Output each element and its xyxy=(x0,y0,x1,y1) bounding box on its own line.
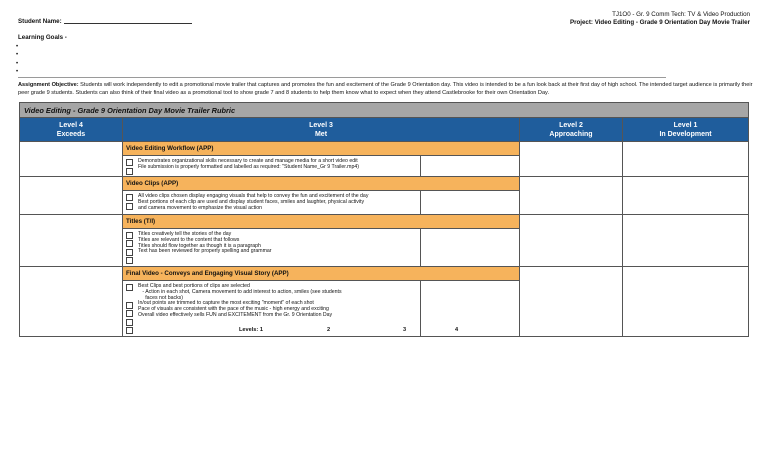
criteria-item: - Action in each shot, Camera movement to add interest to action, smiles (see students xyxy=(138,288,342,295)
checkbox-column xyxy=(123,191,134,214)
level-1-cell[interactable] xyxy=(623,177,749,215)
criteria-checkbox[interactable] xyxy=(126,159,133,166)
project-title: Project: Video Editing - Grade 9 Orientation Day Movie Trailer xyxy=(569,19,750,26)
objective-label: Assignment Objective: xyxy=(18,82,79,88)
criteria-item: Titles creatively tell the stories of the day xyxy=(138,230,232,237)
course-code: TJ1O0 - Gr. 9 Comm Tech: TV & Video Production xyxy=(612,11,750,18)
student-name-field[interactable] xyxy=(18,18,192,25)
goal-bullet xyxy=(16,60,18,68)
criteria-item: Text has been reviewed for properly spelling and grammar xyxy=(138,248,272,255)
level-2-cell[interactable] xyxy=(520,142,623,177)
levels-scale-2: 2 xyxy=(327,327,331,333)
goal-bullet xyxy=(16,43,18,51)
goal-bullet xyxy=(16,68,18,76)
section-heading: Video Editing Workflow (APP) xyxy=(123,142,519,156)
level-3-header: Level 3 Met xyxy=(123,118,520,142)
criteria-item: Best portions of each clip are used and display student faces, smiles and laughter, physical activity xyxy=(138,198,365,205)
criteria-checkbox[interactable] xyxy=(126,284,133,291)
levels-scale-4: 4 xyxy=(455,327,459,333)
criteria-checkbox[interactable] xyxy=(126,310,133,317)
section-heading: Video Clips (APP) xyxy=(123,177,519,191)
criteria-list xyxy=(134,191,421,214)
goal-bullet xyxy=(16,51,18,59)
criteria-list xyxy=(134,281,421,336)
criteria-item: In/out points are trimmed to capture the most exciting "moment" of each shot xyxy=(138,300,314,307)
level-4-header: Level 4 Exceeds xyxy=(20,118,123,142)
rubric-row-titles xyxy=(20,214,749,266)
level-1-cell[interactable] xyxy=(623,266,749,336)
criteria-item: and camera movement to emphasize the visual action xyxy=(138,204,262,211)
criteria-item: faces not backs) xyxy=(138,294,183,301)
level-4-cell[interactable] xyxy=(20,266,123,336)
criteria-item: Overall video effectively sells FUN and EXCITEMENT from the Gr. 9 Orientation Day xyxy=(138,312,333,319)
level-4-cell[interactable] xyxy=(20,177,123,215)
criteria-checkbox[interactable] xyxy=(126,302,133,309)
section-heading: Titles (T/I) xyxy=(123,215,519,229)
criteria-checkbox[interactable] xyxy=(126,240,133,247)
criteria-item: Demonstrates organizational skills necessary to create and manage media for a short video edit xyxy=(138,158,358,164)
criteria-list xyxy=(134,229,421,266)
level-2-cell[interactable] xyxy=(520,266,623,336)
levels-scale-label: Levels: 1 xyxy=(239,327,263,333)
level-4-cell[interactable] xyxy=(20,142,123,177)
criteria-checkbox[interactable] xyxy=(126,257,133,264)
level-1-cell[interactable] xyxy=(623,142,749,177)
levels-scale-3: 3 xyxy=(403,327,407,333)
learning-goals-label: Learning Goals - xyxy=(18,34,67,41)
rubric-title: Video Editing - Grade 9 Orientation Day Movie Trailer Rubric xyxy=(20,103,749,118)
criteria-checkbox[interactable] xyxy=(126,319,133,326)
level-1-cell[interactable] xyxy=(623,214,749,266)
criteria-item: Titles are relevant to the content that follows xyxy=(138,236,240,243)
criteria-checkbox[interactable] xyxy=(126,327,133,334)
assignment-objective xyxy=(18,82,753,97)
checkbox-column xyxy=(123,281,134,336)
student-name-label: Student Name: xyxy=(18,18,62,25)
student-name-blank[interactable] xyxy=(64,23,192,24)
learning-goals-list xyxy=(16,43,18,76)
level-2-header: Level 2 Approaching xyxy=(520,118,623,142)
criteria-checkbox[interactable] xyxy=(126,232,133,239)
criteria-checkbox[interactable] xyxy=(126,249,133,256)
objective-text: Students will work independently to edit a promotional movie trailer that captures and promotes the fun and excitement of the Grade 9 Orientation day. This video is intended to be a fun look back at their first day of high school. The intended target audience is primarily their peer grade 9 students. Students can also think of their final video as a promotional tool to show grade 7 and 8 students to help them know what to expect when they attend Castlebrooke for their own Orientation Day. xyxy=(18,82,753,96)
criteria-checkbox[interactable] xyxy=(126,194,133,201)
rubric-row-final-video xyxy=(20,266,749,336)
rubric-row-workflow xyxy=(20,142,749,177)
criteria-checkbox[interactable] xyxy=(126,203,133,210)
criteria-item: Titles should flow together as though it is a paragraph xyxy=(138,242,261,249)
criteria-checkbox[interactable] xyxy=(126,168,133,175)
level-2-cell[interactable] xyxy=(520,177,623,215)
level-1-header: Level 1 In Development xyxy=(623,118,749,142)
criteria-item: Pace of visuals are consistent with the pace of the music - high energy and exciting xyxy=(138,306,329,313)
checkbox-column xyxy=(123,156,134,176)
rubric-row-video-clips xyxy=(20,177,749,215)
checkbox-column xyxy=(123,229,134,266)
criteria-item: All video clips chosen display engaging visuals that help to convey the fun and excitement of the day xyxy=(138,193,369,199)
rubric-table xyxy=(19,102,749,337)
criteria-list xyxy=(134,156,421,176)
level-2-cell[interactable] xyxy=(520,214,623,266)
criteria-item: File submission is properly formatted and labelled as required: "Student Name_Gr 9 Trailer.mp4) xyxy=(138,163,359,170)
section-heading: Final Video - Conveys and Engaging Visual Story (APP) xyxy=(123,267,519,281)
divider-line xyxy=(18,77,666,78)
criteria-item: Best Clips and best portions of clips are selected xyxy=(138,282,250,289)
level-4-cell[interactable] xyxy=(20,214,123,266)
document-header xyxy=(570,11,750,27)
